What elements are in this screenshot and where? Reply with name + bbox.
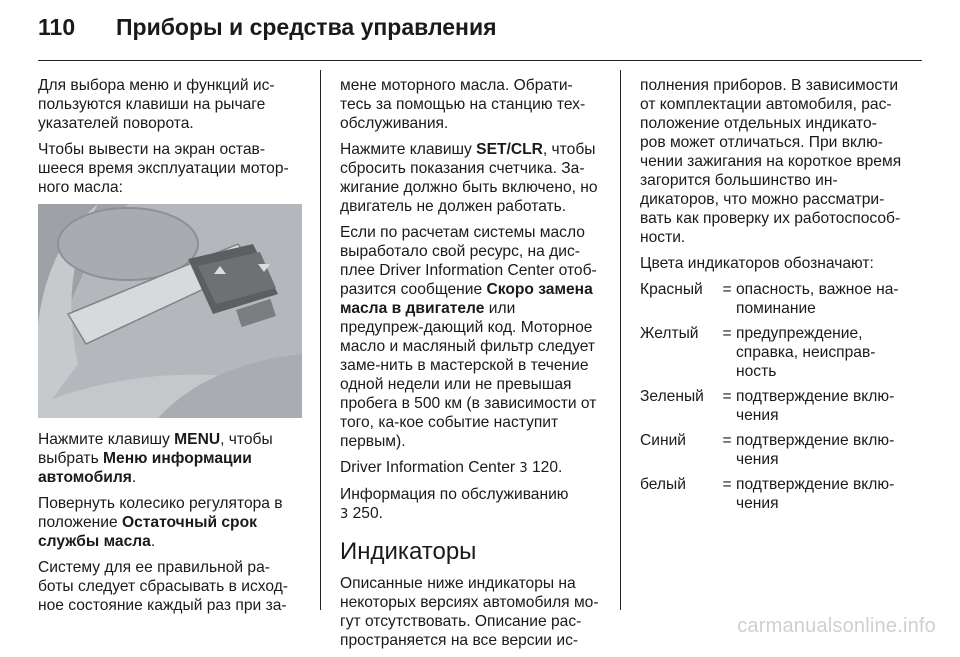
paragraph: полнения приборов. В зависимости от комплектации автомобиля, рас-положение отдельных индикато-ров может отличаться. При вклю-чении зажигания на короткое время загорится большинство ин-дикаторов, что можно рассматри-вать как проверку их работоспособ-ности. [640, 77, 902, 246]
paragraph: Цвета индикаторов обозначают: [640, 255, 874, 272]
paragraph: Информация по обслуживанию 3 250. [340, 486, 569, 522]
set-clr-key: SET/CLR [476, 141, 543, 158]
column-divider [620, 70, 621, 610]
column-2 [340, 76, 602, 657]
paragraph: Нажмите клавишу MENU, чтобы выбрать Меню информации автомобиля. [38, 431, 273, 486]
paragraph: Если по расчетам системы масло выработало свой ресурс, на дис-плее Driver Information Center отоб-разится сообщение Скоро замена масла в двигателе или предупреж-дающий код. Моторное масло и масляный фильтр следует заме-нить в мастерской в течение одной недели или не превышая пробега в 500 км (в зависимости от того, ка-кое событие наступит первым). [340, 224, 597, 450]
page-header [38, 14, 922, 60]
page-title: Приборы и средства управления [116, 14, 497, 40]
column-divider [320, 70, 321, 610]
menu-key: MENU [174, 431, 221, 448]
paragraph: Повернуть колесико регулятора в положение Остаточный срок службы масла. [38, 495, 283, 550]
paragraph: мене моторного масла. Обрати-тесь за помощью на станцию тех-обслуживания. [340, 77, 586, 132]
menu-name: Меню информации автомобиля [38, 450, 252, 486]
table-row: Красный = опасность, важное на-поминание [640, 281, 899, 317]
column-1 [38, 76, 296, 622]
turn-signal-lever-image [38, 204, 302, 418]
page-reference-icon: 3 [519, 461, 528, 476]
page-number: 110 [38, 14, 76, 40]
table-row: Зеленый = подтверждение вклю-чения [640, 388, 895, 424]
indicator-colors-table [640, 280, 902, 519]
header-divider [38, 60, 922, 61]
paragraph: Нажмите клавишу SET/CLR, чтобы сбросить показания счетчика. За-жигание должно быть включено, но двигатель не должен работать. [340, 141, 598, 215]
paragraph: Для выбора меню и функций ис-пользуются клавиши на рычаге указателей поворота. [38, 77, 275, 132]
table-row: Желтый = предупреждение, справка, неисправ-ность [640, 325, 876, 380]
paragraph: Систему для ее правильной ра-боты следует сбрасывать в исход-ное состояние каждый раз при за- [38, 559, 289, 614]
column-3 [640, 76, 902, 519]
watermark: carmanualsonline.info [737, 615, 936, 637]
paragraph: Описанные ниже индикаторы на некоторых версиях автомобиля мо-гут отсутствовать. Описание рас-пространяется на все версии ис- [340, 575, 599, 649]
table-row: белый = подтверждение вклю-чения [640, 476, 895, 512]
paragraph: Driver Information Center 3 120. [340, 459, 563, 476]
paragraph: Чтобы вывести на экран остав-шееся время эксплуатации мотор-ного масла: [38, 141, 289, 196]
oil-change-message: Скоро замена масла в двигателе [340, 281, 593, 317]
menu-option: Остаточный срок службы масла [38, 514, 257, 550]
table-row: Синий = подтверждение вклю-чения [640, 432, 895, 468]
section-heading: Индикаторы [340, 538, 477, 565]
page-reference-icon: 3 [340, 507, 349, 522]
